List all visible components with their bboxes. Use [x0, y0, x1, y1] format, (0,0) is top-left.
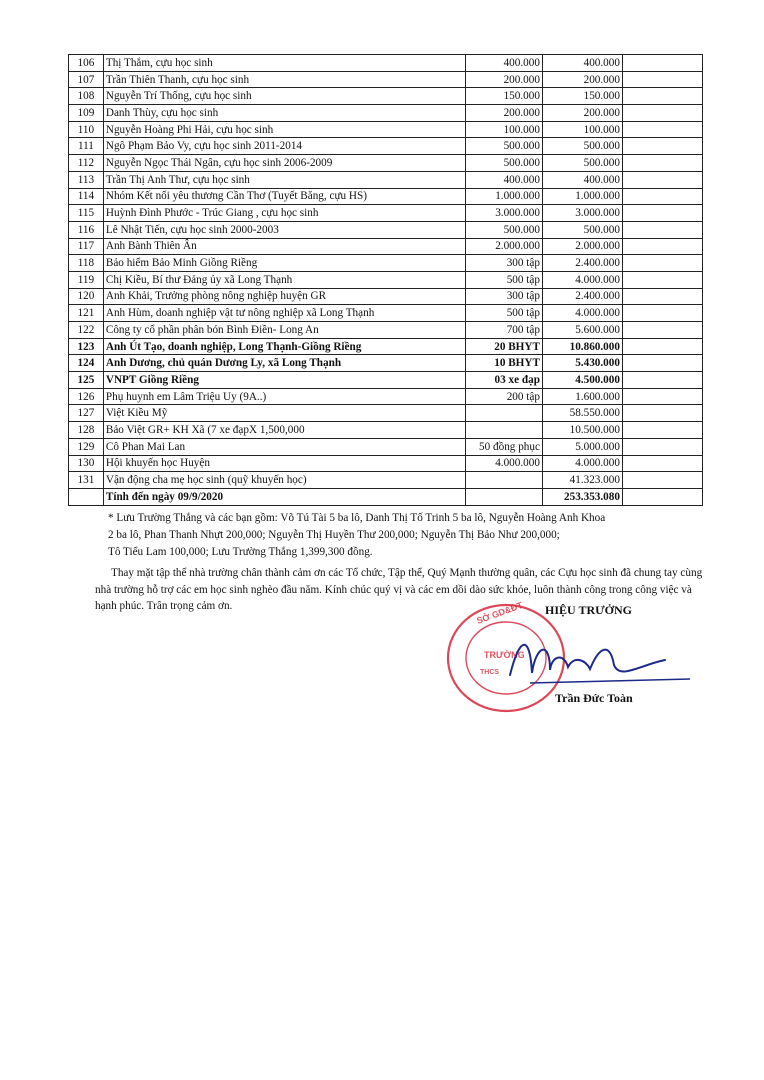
closing-paragraph: Thay mặt tập thể nhà trường chân thành cảm ơn các Tổ chức, Tập thể, Quý Mạnh thường quân, các Cựu học sinh đã chung tay cùng nhà trường hỗ trợ các em học sinh nghèo đầu năm. Kính chúc quý vị và các em dồi dào sức khỏe, luôn thành công trong công việc và hạnh phúc. Trân trọng cảm ơn.	[95, 567, 703, 613]
donor-name: Trần Thiên Thanh, cựu học sinh	[103, 71, 465, 88]
empty-cell	[622, 388, 702, 405]
donation-item: 500.000	[466, 221, 543, 238]
table-row	[69, 322, 703, 339]
donor-name: Huỳnh Đình Phước - Trúc Giang , cựu học sinh	[103, 205, 465, 222]
empty-cell	[622, 355, 702, 372]
table-row	[69, 305, 703, 322]
row-number: 113	[69, 171, 104, 188]
table-row	[69, 188, 703, 205]
donation-value: 400.000	[542, 55, 622, 72]
donor-name: Trần Thị Anh Thư, cựu học sinh	[103, 171, 465, 188]
row-number: 119	[69, 271, 104, 288]
donation-value: 4.000.000	[542, 271, 622, 288]
empty-cell	[622, 155, 702, 172]
donor-name: Anh Bành Thiên Ân	[103, 238, 465, 255]
donation-value: 5.600.000	[542, 322, 622, 339]
signature	[490, 625, 690, 695]
donation-item: 150.000	[466, 88, 543, 105]
table-row	[69, 105, 703, 122]
row-number: 109	[69, 105, 104, 122]
donation-value: 4.500.000	[542, 372, 622, 389]
empty-cell	[622, 455, 702, 472]
donation-table	[68, 54, 703, 506]
svg-text:TRƯỜNG: TRƯỜNG	[484, 650, 525, 660]
donor-name: Anh Hùm, doanh nghiệp vật tư nông nghiệp xã Long Thạnh	[103, 305, 465, 322]
donation-value: 1.000.000	[542, 188, 622, 205]
donor-name: Vận động cha mẹ học sinh (quỹ khuyến học)	[103, 472, 465, 489]
row-number: 110	[69, 121, 104, 138]
donation-item: 20 BHYT	[466, 338, 543, 355]
donation-value: 2.400.000	[542, 255, 622, 272]
donor-name: Công ty cổ phần phân bón Bình Điền- Long An	[103, 322, 465, 339]
donation-item: 3.000.000	[466, 205, 543, 222]
donation-item: 400.000	[466, 171, 543, 188]
donor-name: Anh Út Tạo, doanh nghiệp, Long Thạnh-Giồng Riềng	[103, 338, 465, 355]
empty-cell	[622, 288, 702, 305]
empty-cell	[69, 488, 104, 505]
row-number: 125	[69, 372, 104, 389]
table-row	[69, 288, 703, 305]
principal-name: Trần Đức Toàn	[555, 691, 633, 705]
donation-item: 03 xe đạp	[466, 372, 543, 389]
empty-cell	[622, 322, 702, 339]
table-row	[69, 355, 703, 372]
table-row	[69, 121, 703, 138]
donor-name: Chị Kiều, Bí thư Đảng ủy xã Long Thạnh	[103, 271, 465, 288]
empty-cell	[622, 338, 702, 355]
donation-item	[466, 472, 543, 489]
table-row	[69, 271, 703, 288]
total-label: Tính đến ngày 09/9/2020	[103, 488, 465, 505]
empty-cell	[622, 422, 702, 439]
donation-item: 2.000.000	[466, 238, 543, 255]
donation-value: 100.000	[542, 121, 622, 138]
donor-name: VNPT Giồng Riềng	[103, 372, 465, 389]
donor-name: Cô Phan Mai Lan	[103, 438, 465, 455]
empty-cell	[622, 138, 702, 155]
empty-cell	[622, 205, 702, 222]
row-number: 112	[69, 155, 104, 172]
donation-item: 700 tập	[466, 322, 543, 339]
donor-name: Bảo Việt GR+ KH Xã (7 xe đạpX 1,500,000	[103, 422, 465, 439]
donation-item: 100.000	[466, 121, 543, 138]
table-row	[69, 255, 703, 272]
row-number: 126	[69, 388, 104, 405]
table-row	[69, 388, 703, 405]
total-value: 253.353.080	[542, 488, 622, 505]
row-number: 118	[69, 255, 104, 272]
notes-block	[108, 510, 708, 561]
donor-name: Ngô Phạm Bảo Vy, cựu học sinh 2011-2014	[103, 138, 465, 155]
donation-item	[466, 422, 543, 439]
empty-cell	[622, 105, 702, 122]
svg-text:SỞ GD&ĐT: SỞ GD&ĐT	[475, 600, 524, 626]
empty-cell	[622, 171, 702, 188]
empty-cell	[622, 438, 702, 455]
empty-cell	[622, 372, 702, 389]
donation-value: 10.500.000	[542, 422, 622, 439]
donor-name: Thị Thắm, cựu học sinh	[103, 55, 465, 72]
empty-cell	[622, 188, 702, 205]
row-number: 116	[69, 221, 104, 238]
empty-cell	[622, 71, 702, 88]
donation-value: 2.400.000	[542, 288, 622, 305]
empty-cell	[622, 488, 702, 505]
table-row	[69, 438, 703, 455]
row-number: 122	[69, 322, 104, 339]
table-row	[69, 88, 703, 105]
donation-value: 500.000	[542, 138, 622, 155]
table-row	[69, 338, 703, 355]
donation-value: 500.000	[542, 155, 622, 172]
donor-name: Lê Nhật Tiến, cựu học sinh 2000-2003	[103, 221, 465, 238]
donation-value: 400.000	[542, 171, 622, 188]
empty-cell	[622, 405, 702, 422]
donation-value: 5.000.000	[542, 438, 622, 455]
note-line-3: Tô Tiểu Lam 100,000; Lưu Trường Thắng 1,399,300 đồng.	[108, 546, 373, 558]
table-row	[69, 472, 703, 489]
donor-name: Bảo hiểm Bảo Minh Giồng Riềng	[103, 255, 465, 272]
row-number: 130	[69, 455, 104, 472]
donation-value: 4.000.000	[542, 455, 622, 472]
donor-name: Anh Dương, chủ quán Dương Ly, xã Long Thạnh	[103, 355, 465, 372]
row-number: 127	[69, 405, 104, 422]
donation-item: 500.000	[466, 155, 543, 172]
empty-cell	[622, 221, 702, 238]
empty-cell	[622, 472, 702, 489]
row-number: 121	[69, 305, 104, 322]
table-row	[69, 138, 703, 155]
donation-item: 200.000	[466, 71, 543, 88]
empty-cell	[622, 255, 702, 272]
donation-value: 10.860.000	[542, 338, 622, 355]
empty-cell	[622, 271, 702, 288]
table-row	[69, 155, 703, 172]
donation-value: 41.323.000	[542, 472, 622, 489]
row-number: 131	[69, 472, 104, 489]
empty-cell	[622, 55, 702, 72]
row-number: 123	[69, 338, 104, 355]
donation-item: 1.000.000	[466, 188, 543, 205]
row-number: 108	[69, 88, 104, 105]
donor-name: Phụ huynh em Lâm Triệu Uy (9A..)	[103, 388, 465, 405]
row-number: 128	[69, 422, 104, 439]
empty-cell	[622, 88, 702, 105]
row-number: 106	[69, 55, 104, 72]
table-row	[69, 238, 703, 255]
table-row	[69, 205, 703, 222]
empty-cell	[622, 238, 702, 255]
note-line-2: 2 ba lô, Phan Thanh Nhựt 200,000; Nguyễn Thị Huyền Thư 200,000; Nguyễn Thị Bảo Như 200,000;	[108, 529, 560, 541]
row-number: 115	[69, 205, 104, 222]
donor-name: Hội khuyến học Huyện	[103, 455, 465, 472]
donation-value: 2.000.000	[542, 238, 622, 255]
donation-value: 58.550.000	[542, 405, 622, 422]
empty-cell	[622, 305, 702, 322]
donation-value: 5.430.000	[542, 355, 622, 372]
table-row	[69, 71, 703, 88]
donation-item: 400.000	[466, 55, 543, 72]
table-row	[69, 422, 703, 439]
table-row	[69, 372, 703, 389]
donor-name: Nhóm Kết nối yêu thương Cần Thơ (Tuyết Băng, cựu HS)	[103, 188, 465, 205]
note-line-1: * Lưu Trường Thắng và các bạn gồm: Võ Tú Tài 5 ba lô, Danh Thị Tố Trinh 5 ba lô, Nguyễn Hoàng Anh Khoa	[108, 512, 606, 524]
row-number: 129	[69, 438, 104, 455]
donation-value: 4.000.000	[542, 305, 622, 322]
donation-value: 1.600.000	[542, 388, 622, 405]
donor-name: Nguyễn Ngọc Thái Ngân, cựu học sinh 2006-2009	[103, 155, 465, 172]
donation-item: 300 tập	[466, 288, 543, 305]
table-row	[69, 221, 703, 238]
donation-value: 200.000	[542, 105, 622, 122]
donation-item	[466, 405, 543, 422]
donation-item: 4.000.000	[466, 455, 543, 472]
donor-name: Nguyễn Hoàng Phi Hải, cựu học sinh	[103, 121, 465, 138]
svg-text:THCS: THCS	[480, 669, 500, 676]
empty-cell	[466, 488, 543, 505]
donation-value: 150.000	[542, 88, 622, 105]
empty-cell	[622, 121, 702, 138]
row-number: 111	[69, 138, 104, 155]
row-number: 114	[69, 188, 104, 205]
row-number: 120	[69, 288, 104, 305]
donation-item: 500 tập	[466, 305, 543, 322]
principal-title: HIỆU TRƯỞNG	[545, 603, 633, 617]
donor-name: Anh Khải, Trưởng phòng nông nghiệp huyện GR	[103, 288, 465, 305]
row-number: 107	[69, 71, 104, 88]
donor-name: Danh Thùy, cựu học sinh	[103, 105, 465, 122]
table-row	[69, 455, 703, 472]
donation-item: 10 BHYT	[466, 355, 543, 372]
donation-item: 300 tập	[466, 255, 543, 272]
donation-item: 200 tập	[466, 388, 543, 405]
row-number: 124	[69, 355, 104, 372]
donation-item: 500.000	[466, 138, 543, 155]
row-number: 117	[69, 238, 104, 255]
donation-item: 500 tập	[466, 271, 543, 288]
donation-value: 500.000	[542, 221, 622, 238]
donation-value: 200.000	[542, 71, 622, 88]
total-row	[69, 488, 703, 505]
donation-item: 200.000	[466, 105, 543, 122]
donor-name: Nguyễn Trí Thống, cựu học sinh	[103, 88, 465, 105]
table-row	[69, 405, 703, 422]
table-row	[69, 171, 703, 188]
donation-value: 3.000.000	[542, 205, 622, 222]
donor-name: Việt Kiều Mỹ	[103, 405, 465, 422]
donation-item: 50 đồng phục	[466, 438, 543, 455]
table-row	[69, 55, 703, 72]
